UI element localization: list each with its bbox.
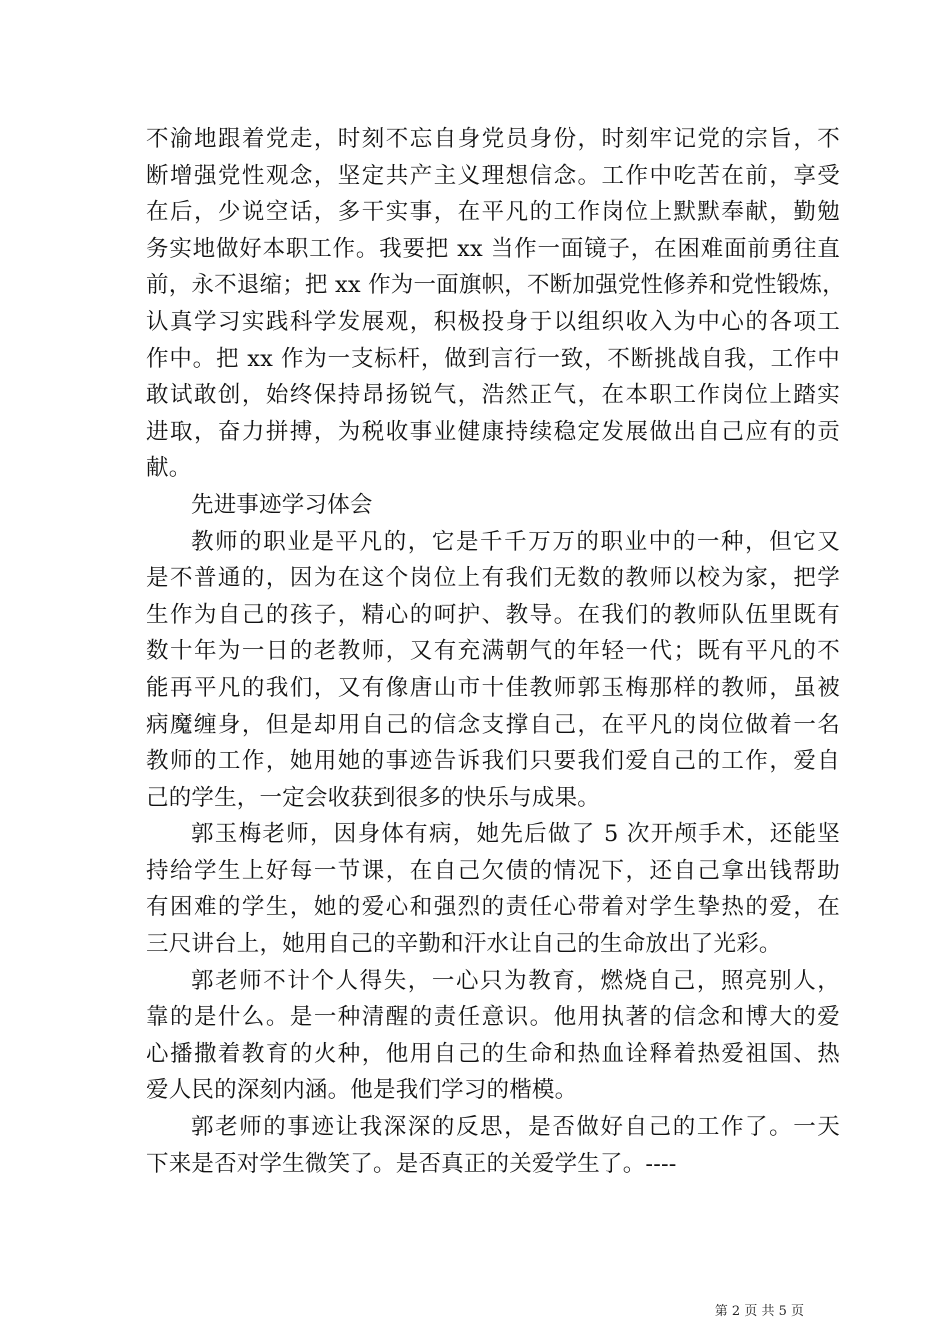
text-line: 郭玉梅老师，因身体有病，她先后做了 5 次开颅手术，还能坚 <box>191 821 840 848</box>
text-line: 不渝地跟着党走，时刻不忘自身党员身份，时刻牢记党的宗旨，不 <box>146 126 840 152</box>
text-line: 作中。把 xx 作为一支标杆，做到言行一致，不断挑战自我，工作中 <box>146 345 840 372</box>
text-line: 郭老师不计个人得失，一心只为教育，燃烧自己，照亮别人， <box>191 967 840 994</box>
text-line: 数十年为一日的老教师，又有充满朝气的年轻一代；既有平凡的不 <box>146 638 840 665</box>
text-line: 下来是否对学生微笑了。是否真正的关爱学生了。---- <box>146 1150 677 1177</box>
text-line: 靠的是什么。是一种清醒的责任意识。他用执著的信念和博大的爱 <box>146 1004 840 1031</box>
document-body <box>146 121 845 1182</box>
page-number-footer: 第 2 页 共 5 页 <box>714 1304 804 1319</box>
text-line: 务实地做好本职工作。我要把 xx 当作一面镜子，在困难面前勇往直 <box>146 235 840 262</box>
text-line: 教师的职业是平凡的，它是千千万万的职业中的一种，但它又 <box>191 528 840 555</box>
paragraph <box>146 121 845 487</box>
text-line: 三尺讲台上，她用自己的辛勤和汗水让自己的生命放出了光彩。 <box>146 931 782 958</box>
paragraph <box>146 1109 840 1182</box>
text-line: 爱人民的深刻内涵。他是我们学习的楷模。 <box>146 1077 578 1104</box>
text-line: 教师的工作，她用她的事迹告诉我们只要我们爱自己的工作，爱自 <box>146 748 840 775</box>
text-line: 在后，少说空话，多干实事，在平凡的工作岗位上默默奉献，勤勉 <box>146 199 840 226</box>
text-line: 有困难的学生，她的爱心和强烈的责任心带着对学生挚热的爱，在 <box>146 894 840 921</box>
paragraph <box>146 816 840 962</box>
text-line: 献。 <box>146 455 192 482</box>
text-line: 病魔缠身，但是却用自己的信念支撑自己，在平凡的岗位做着一名 <box>146 711 840 738</box>
text-line: 敢试敢创，始终保持昂扬锐气，浩然正气，在本职工作岗位上踏实 <box>146 382 840 409</box>
text-line: 己的学生，一定会收获到很多的快乐与成果。 <box>146 784 601 811</box>
section-heading <box>146 487 840 524</box>
text-line: 前，永不退缩；把 xx 作为一面旗帜，不断加强党性修养和党性锻炼， <box>146 272 845 299</box>
paragraph <box>146 963 840 1109</box>
text-line: 断增强党性观念，坚定共产主义理想信念。工作中吃苦在前，享受 <box>146 162 840 189</box>
text-line: 生作为自己的孩子，精心的呵护、教导。在我们的教师队伍里既有 <box>146 601 840 628</box>
text-line: 是不普通的，因为在这个岗位上有我们无数的教师以校为家，把学 <box>146 565 840 592</box>
paragraph <box>146 524 840 817</box>
text-line: 郭老师的事迹让我深深的反思，是否做好自己的工作了。一天 <box>191 1114 840 1141</box>
text-line: 持给学生上好每一节课，在自己欠债的情况下，还自己拿出钱帮助 <box>146 857 840 884</box>
text-line: 进取，奋力拼搏，为税收事业健康持续稳定发展做出自己应有的贡 <box>146 418 840 445</box>
text-line: 能再平凡的我们，又有像唐山市十佳教师郭玉梅那样的教师，虽被 <box>146 674 840 701</box>
text-line: 心播撒着教育的火种，他用自己的生命和热血诠释着热爱祖国、热 <box>146 1040 840 1067</box>
text-line: 认真学习实践科学发展观，积极投身于以组织收入为中心的各项工 <box>146 308 840 335</box>
heading-text: 先进事迹学习体会 <box>191 491 373 518</box>
